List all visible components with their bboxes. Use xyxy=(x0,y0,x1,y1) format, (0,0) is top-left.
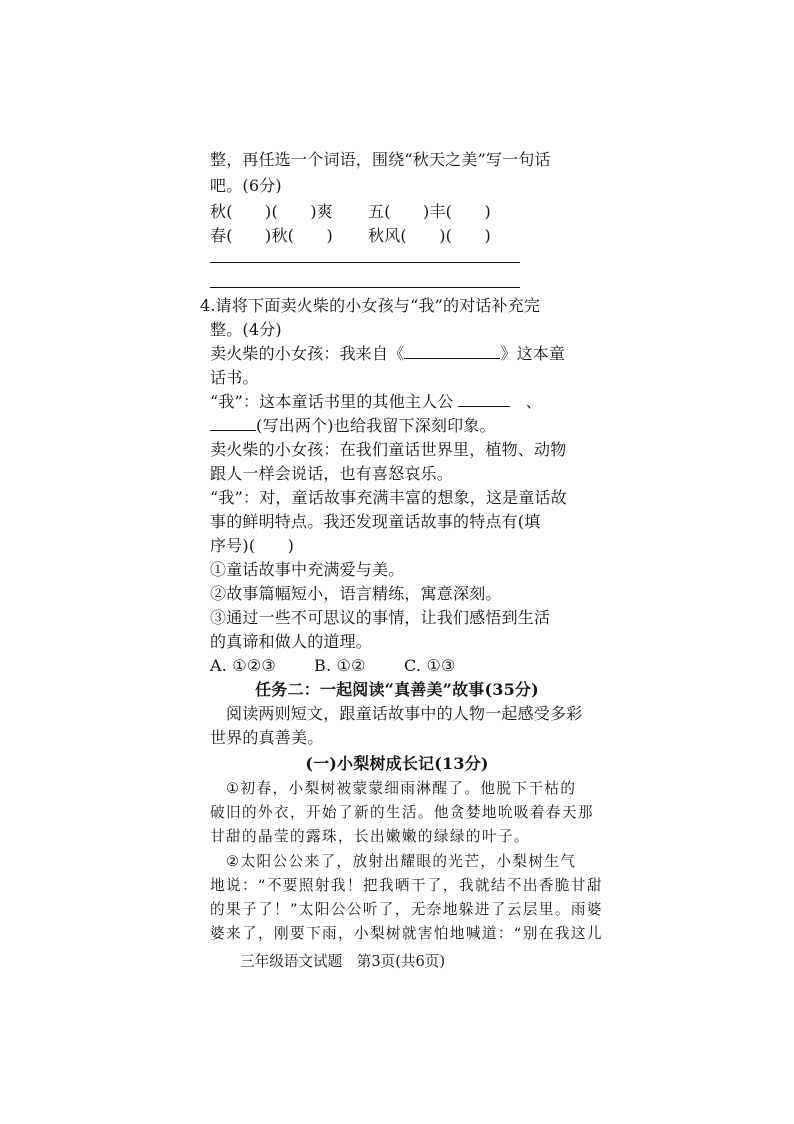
q4-option-3-line-1: ③通过一些不可思议的事情，让我们感悟到生活 xyxy=(210,608,551,627)
q3-word-1: 秋( )( )爽 xyxy=(210,202,333,221)
passage-1-p2-line-1: ②太阳公公来了，放射出耀眼的光芒，小梨树生气 xyxy=(226,853,577,870)
q4-line-1: 4.请将下面卖火柴的小女孩与“我”的对话补充完 xyxy=(200,296,541,315)
q4-character-blank-1[interactable] xyxy=(458,392,510,407)
q4-choices xyxy=(210,654,456,678)
q4-line-8: 跟人一样会说话，也有喜怒哀乐。 xyxy=(210,464,454,483)
q4-option-2: ②故事篇幅短小，语言精练，寓意深刻。 xyxy=(210,584,502,603)
q4-character-blank-2[interactable] xyxy=(210,416,256,431)
q4-line-3-start: 卖火柴的小女孩：我来自《 xyxy=(210,344,405,363)
q4-line-2: 整。(4分) xyxy=(210,320,282,339)
q3-word-row-1 xyxy=(210,200,491,224)
q3-word-2: 五( )丰( ) xyxy=(368,202,491,221)
q3-line-1: 整，再任选一个词语，围绕“秋天之美”写一句话 xyxy=(210,150,551,169)
q4-line-11: 序号)( ) xyxy=(210,536,295,555)
page-footer: 三年级语文试题 第3页(共6页) xyxy=(240,953,446,970)
q4-line-5 xyxy=(210,390,542,414)
q3-word-4: 秋风( )( ) xyxy=(368,226,491,245)
q4-option-1: ①童话故事中充满爱与美。 xyxy=(210,560,405,579)
q3-line-2: 吧。(6分) xyxy=(210,176,282,195)
q4-line-3 xyxy=(210,342,565,366)
q4-line-9: “我”：对，童话故事充满丰富的想象，这是童话故 xyxy=(210,488,567,507)
q4-line-6 xyxy=(210,414,496,438)
q3-answer-line-1[interactable] xyxy=(210,262,520,263)
task2-title: 任务二：一起阅读“真善美”故事(35分) xyxy=(255,680,539,699)
q4-choice-c[interactable]: C. ①③ xyxy=(404,656,456,675)
q3-word-3: 春( )秋( ) xyxy=(210,226,333,245)
passage-1-p1-line-3: 甘甜的晶莹的露珠，长出嫩嫩的绿绿的叶子。 xyxy=(210,828,530,845)
passage-1-p2-line-3: 的果子了！”太阳公公听了，无奈地躲进了云层里。雨婆 xyxy=(210,901,603,918)
q4-option-3-line-2: 的真谛和做人的道理。 xyxy=(210,632,373,651)
q4-line-4: 话书。 xyxy=(210,368,259,387)
q4-line-5-start: “我”：这本童话书里的其他主人公 xyxy=(210,392,454,411)
q4-line-10: 事的鲜明特点。我还发现童话故事的特点有(填 xyxy=(210,512,541,531)
passage-1-title: (一)小梨树成长记(13分) xyxy=(305,754,489,773)
passage-1-p1-line-1: ①初春，小梨树被蒙蒙细雨淋醒了。他脱下干枯的 xyxy=(226,780,577,797)
task2-intro-line-2: 世界的真善美。 xyxy=(210,728,324,747)
task2-intro-line-1: 阅读两则短文，跟童话故事中的人物一起感受多彩 xyxy=(226,704,583,723)
q3-word-row-2 xyxy=(210,224,491,248)
q4-line-3-end: 》这本童 xyxy=(500,344,566,363)
q4-book-title-blank[interactable] xyxy=(404,344,500,359)
q3-answer-line-2[interactable] xyxy=(210,287,520,288)
q4-line-7: 卖火柴的小女孩：在我们童话世界里，植物、动物 xyxy=(210,440,567,459)
q4-choice-b[interactable]: B. ①② xyxy=(314,656,366,675)
passage-1-p2-line-2: 地说：“不要照射我！把我晒干了，我就结不出香脆甘甜 xyxy=(210,877,603,894)
passage-1-p2-line-4: 婆来了，刚要下雨，小梨树就害怕地喊道：“别在我这儿 xyxy=(210,925,603,942)
q4-line-5-comma: 、 xyxy=(525,392,542,411)
q4-line-6-text: (写出两个)也给我留下深刻印象。 xyxy=(256,416,496,435)
q4-choice-a[interactable]: A. ①②③ xyxy=(210,656,276,675)
passage-1-p1-line-2: 破旧的外衣，开始了新的生活。他贪婪地吮吸着春天那 xyxy=(210,804,594,821)
